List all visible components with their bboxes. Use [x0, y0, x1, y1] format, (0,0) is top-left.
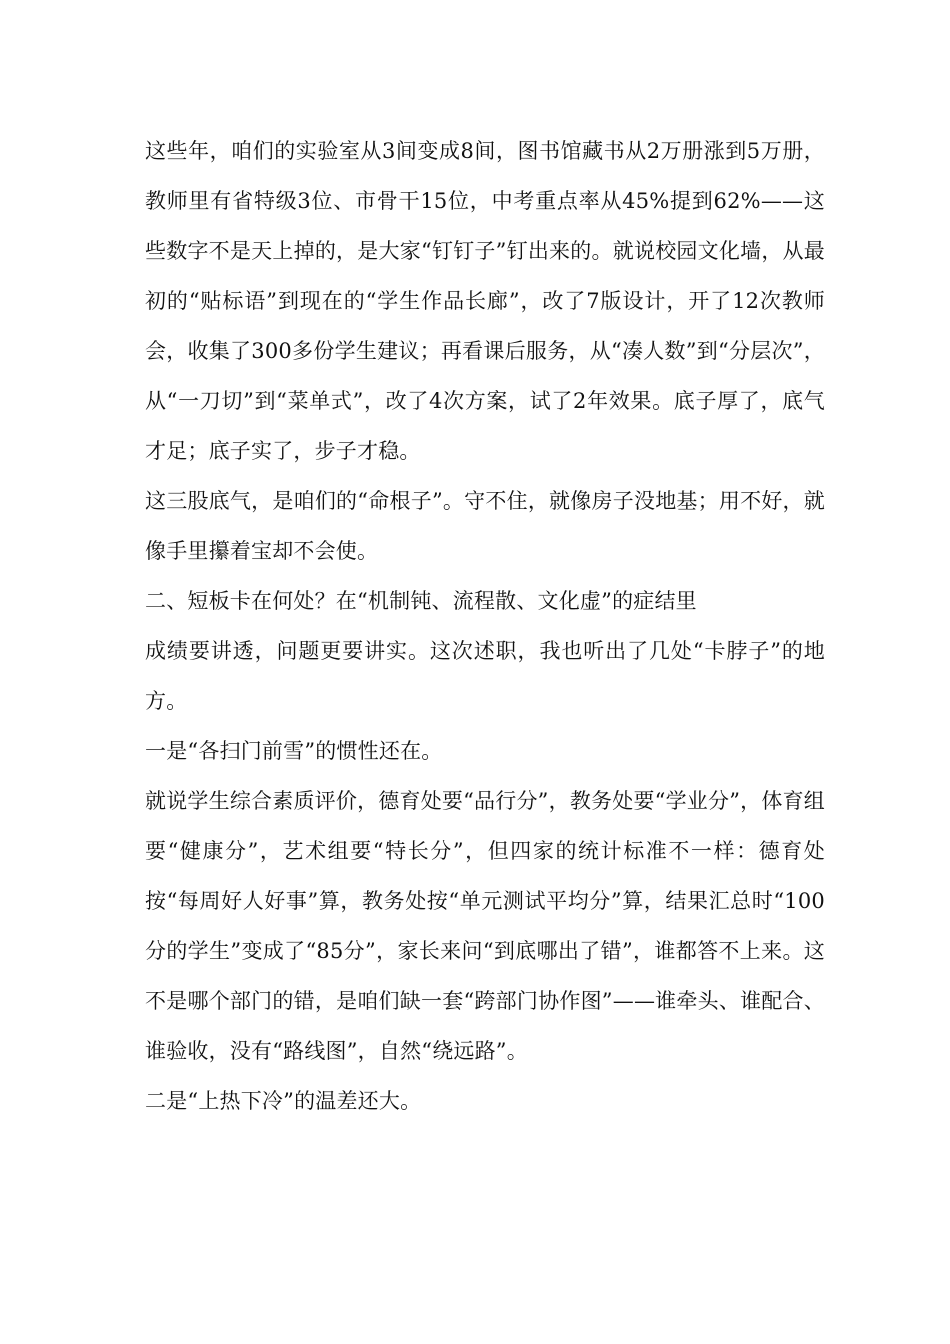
paragraph-summary: 这三股底气，是咱们的“命根子”。守不住，就像房子没地基；用不好，就像手里攥着宝却不会使。 — [145, 489, 825, 563]
paragraph-achievements: 这些年，咱们的实验室从3间变成8间，图书馆藏书从2万册涨到5万册，教师里有省特级3位、市骨干15位，中考重点率从45%提到62%——这些数字不是天上掉的，是大家“钉钉子”钉出来的。就说校园文化墙，从最初的“贴标语”到现在的“学生作品长廊”，改了7版设计，开了12次教师会，收集了300多份学生建议；再看课后服务，从“凑人数”到“分层次”，从“一刀切”到“菜单式”，改了4次方案，试了2年效果。底子厚了，底气才足；底子实了，步子才稳。 — [145, 139, 825, 463]
point-one-heading: 一是“各扫门前雪”的惯性还在。 — [145, 739, 443, 763]
document-body — [145, 126, 825, 1126]
point-two-heading: 二是“上热下冷”的温差还大。 — [145, 1089, 422, 1113]
paragraph-intro-problems: 成绩要讲透，问题更要讲实。这次述职，我也听出了几处“卡脖子”的地方。 — [145, 639, 825, 713]
paragraph-point-one: 就说学生综合素质评价，德育处要“品行分”，教务处要“学业分”，体育组要“健康分”，艺术组要“特长分”，但四家的统计标准不一样：德育处按“每周好人好事”算，教务处按“单元测试平均分”算，结果汇总时“100分的学生”变成了“85分”，家长来问“到底哪出了错”，谁都答不上来。这不是哪个部门的错，是咱们缺一套“跨部门协作图”——谁牵头、谁配合、谁验收，没有“路线图”，自然“绕远路”。 — [145, 789, 825, 1063]
section-heading-shortcomings: 二、短板卡在何处？在“机制钝、流程散、文化虚”的症结里 — [145, 589, 697, 613]
